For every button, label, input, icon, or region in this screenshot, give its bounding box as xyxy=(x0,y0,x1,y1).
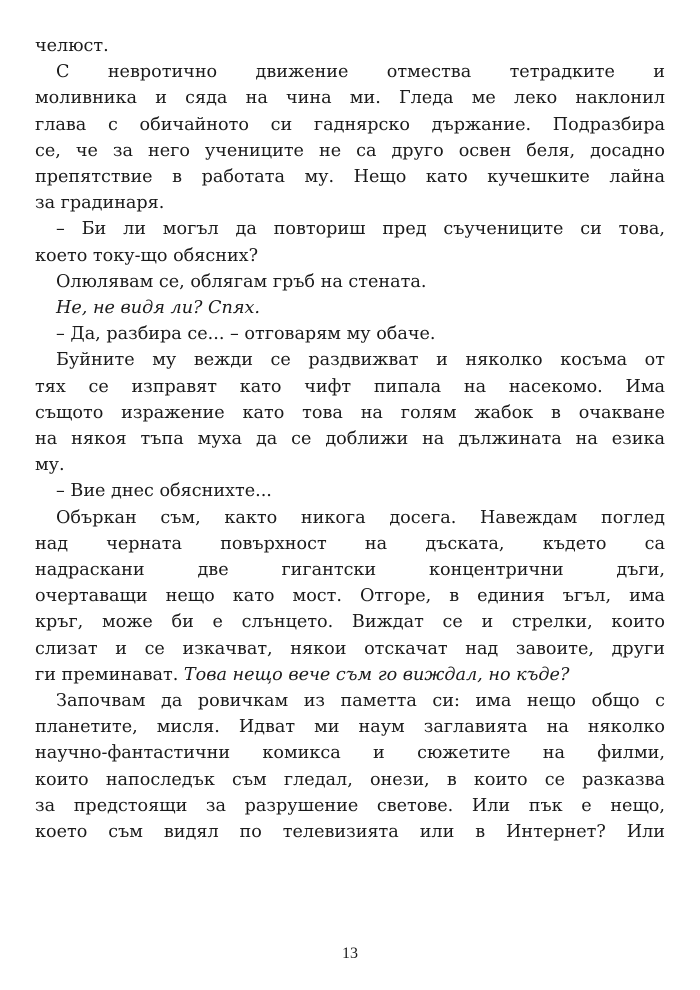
text-segment: – Вие днес обяснихте... xyxy=(56,481,272,502)
text-segment: челюст. xyxy=(35,36,109,56)
text-line xyxy=(35,531,665,557)
italic-text-segment: Не, не видя ли? Спях. xyxy=(56,298,261,318)
text-line xyxy=(35,243,665,269)
text-line xyxy=(35,636,665,662)
text-segment: очертаващи нещо като мост. Отгоре, в единия ъгъл, има xyxy=(35,586,665,607)
text-line xyxy=(35,164,665,190)
text-segment: което току-що обясних? xyxy=(35,245,259,266)
text-segment: С невротично движение отмества тетрадките и xyxy=(56,62,665,83)
text-line xyxy=(35,740,665,766)
text-segment: – Би ли могъл да повториш пред съучениците си това, xyxy=(56,219,665,240)
text-segment: надраскани две гигантски концентрични дъги, xyxy=(35,560,665,580)
text-line xyxy=(35,112,665,138)
text-segment: кръг, може би е слънцето. Виждат се и стрелки, които xyxy=(35,612,665,633)
text-segment: – Да, разбира се... – отговарям му обаче. xyxy=(56,324,436,345)
text-segment: научно-фантастични комикса и сюжетите на филми, xyxy=(35,743,665,764)
italic-text-segment: Това нещо вече съм го виждал, но къде? xyxy=(183,664,570,685)
text-segment: тях се изправят като чифт пипала на насекомо. Има xyxy=(35,376,665,397)
text-line xyxy=(35,400,665,426)
text-segment: за градинаря. xyxy=(35,193,165,214)
text-segment: Олюлявам се, облягам гръб на стената. xyxy=(56,271,427,292)
text-segment: които напоследък съм гледал, онези, в които се разказва xyxy=(35,769,665,790)
text-line xyxy=(56,347,665,373)
text-segment: планетите, мисля. Идват ми наум заглавията на няколко xyxy=(35,717,665,738)
text-line xyxy=(35,190,665,216)
text-segment: над черната повърхност на дъската, където са xyxy=(35,533,665,554)
text-line xyxy=(35,793,665,819)
text-segment: глава с обичайното си гаднярско държание. Подразбира xyxy=(35,114,665,135)
text-line xyxy=(35,452,665,478)
text-segment: на някоя тъпа муха да се доближи на дължината на езика xyxy=(35,429,665,449)
text-segment: което съм видял по телевизията или в Интернет? Или xyxy=(35,822,665,842)
text-segment: Объркан съм, както никога досега. Навеждам поглед xyxy=(56,507,665,528)
text-line xyxy=(35,767,665,793)
text-line xyxy=(35,374,665,400)
text-segment: Буйните му вежди се раздвижват и няколко косъма от xyxy=(56,350,665,371)
text-segment: за предстоящи за разрушение светове. Или пък е нещо, xyxy=(35,795,665,816)
text-line xyxy=(56,295,665,321)
text-line xyxy=(56,505,665,531)
text-segment: препятствие в работата му. Нещо като кучешките лайна xyxy=(35,167,665,187)
text-line xyxy=(35,85,665,111)
text-segment: ги преминават. xyxy=(35,664,184,685)
text-segment: му. xyxy=(35,455,65,476)
text-line xyxy=(56,59,665,85)
text-segment: същото изражение като това на голям жабок в очакване xyxy=(35,402,665,423)
text-line xyxy=(56,321,665,347)
text-line xyxy=(35,426,665,452)
text-line xyxy=(35,662,665,688)
text-line xyxy=(56,216,665,242)
text-segment: слизат и се изкачват, някои отскачат над завоите, други xyxy=(35,638,665,659)
text-segment: се, че за него учениците не са друго освен беля, досадно xyxy=(35,140,665,161)
text-line xyxy=(56,688,665,714)
text-line xyxy=(35,557,665,583)
text-line xyxy=(35,714,665,740)
text-segment: моливника и сяда на чина ми. Гледа ме леко наклонил xyxy=(35,88,665,109)
text-line xyxy=(35,583,665,609)
text-segment: Започвам да ровичкам из паметта си: има нещо общо с xyxy=(56,691,665,711)
text-line xyxy=(35,819,665,845)
page-number: 13 xyxy=(342,945,358,962)
text-line xyxy=(35,33,665,59)
text-line xyxy=(56,478,665,504)
text-line xyxy=(35,609,665,635)
text-line xyxy=(56,269,665,295)
text-line xyxy=(35,138,665,164)
